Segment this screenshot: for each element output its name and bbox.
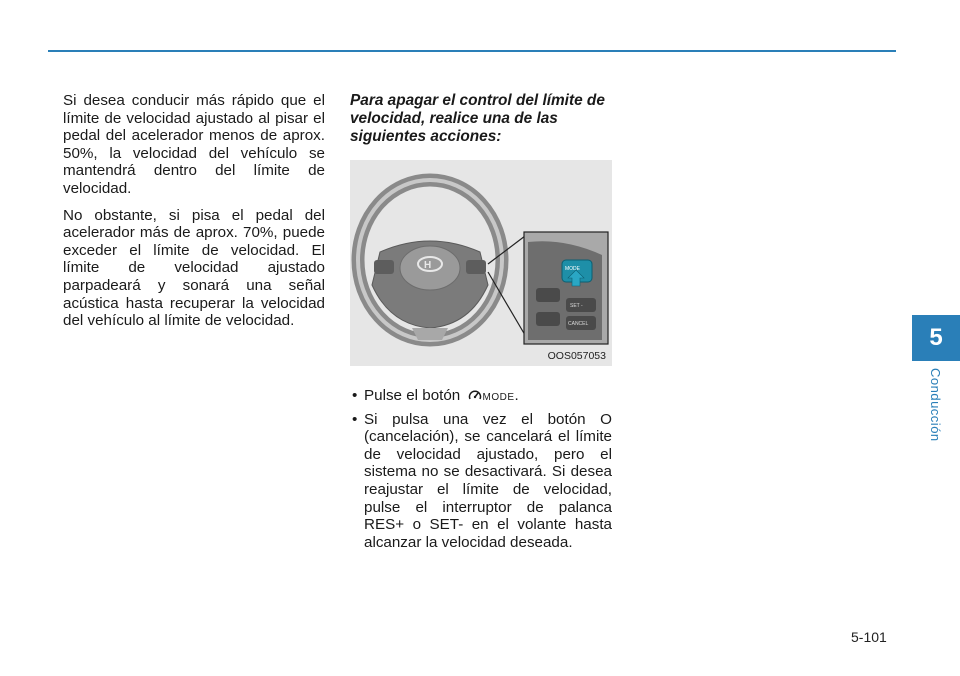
section-heading: Para apagar el control del límite de velocidad, realice una de las siguientes acciones: [350, 92, 605, 145]
steering-wheel-illustration [350, 160, 612, 366]
top-rule [48, 50, 896, 52]
inset-cancel-label: CANCEL [568, 321, 589, 327]
mode-button-label: MODE [482, 392, 515, 403]
right-column [350, 92, 612, 146]
page-number: 5-101 [851, 629, 887, 645]
inset-mode-label: MODE [565, 266, 580, 272]
figure-code: OOS057053 [547, 350, 606, 362]
paragraph-2: No obstante, si pisa el pedal del acelerador más de aprox. 70%, puede exceder el límite de velocidad. El límite de velocidad ajustado parpadeará y sonará una señal acústica hasta recuperar la velocidad del vehículo al límite de velocidad. [63, 206, 325, 330]
left-column [63, 92, 325, 339]
chapter-number: 5 [929, 324, 943, 351]
paragraph-1: Si desea conducir más rápido que el límite de velocidad ajustado al pisar el pedal del acelerador menos de aprox. 50%, la velocidad del vehículo se mantendrá dentro del límite de velocidad. [63, 92, 325, 197]
inset-set-label: SET - [570, 303, 583, 309]
chapter-tab[interactable] [912, 315, 960, 361]
steering-wheel-figure [350, 160, 612, 366]
bullet-list [350, 387, 612, 555]
chapter-label: Conducción [928, 368, 943, 442]
svg-text:H: H [424, 260, 432, 271]
bullet-1-end: . [514, 387, 519, 404]
bullet-1-text: Pulse el botón [364, 387, 461, 404]
bullet-item-2: • Si pulsa una vez el botón O (cancelación), se cancelará el límite de velocidad ajustado, pero el sistema no se desactivará. Si desea reajustar el límite de velocidad, pulse el interruptor de palanca RES+ o SET- en el volante hasta alcanzar la velocidad deseada. [350, 411, 612, 552]
drive-mode-icon [468, 389, 482, 407]
bullet-item-1 [350, 387, 612, 407]
